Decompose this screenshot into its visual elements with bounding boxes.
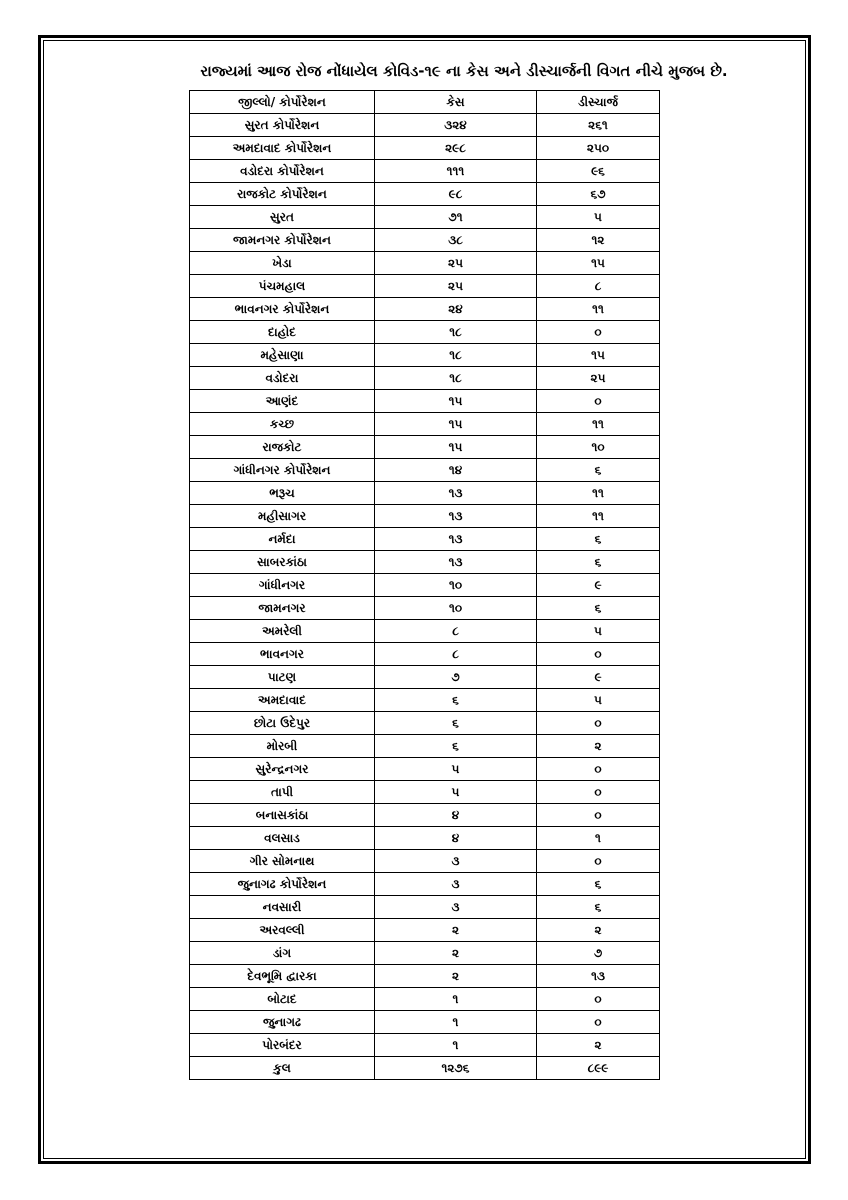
- table-row: [190, 597, 660, 620]
- cell-cases: ૧૮: [375, 344, 537, 367]
- cell-district: જામનગર કોર્પોરેશન: [190, 229, 375, 252]
- cell-discharge: ૦: [537, 850, 660, 873]
- cell-discharge: ૦: [537, 758, 660, 781]
- table-row: [190, 137, 660, 160]
- cell-district: મહેસાણા: [190, 344, 375, 367]
- total-label: કુલ: [190, 1057, 375, 1080]
- table-row: [190, 229, 660, 252]
- table-row: [190, 321, 660, 344]
- cell-discharge: ૦: [537, 1011, 660, 1034]
- cell-cases: ૧૮: [375, 321, 537, 344]
- cell-discharge: ૬: [537, 597, 660, 620]
- cell-cases: ૧૮: [375, 367, 537, 390]
- table-row: [190, 827, 660, 850]
- cell-cases: ૧૫: [375, 390, 537, 413]
- cell-district: તાપી: [190, 781, 375, 804]
- cell-discharge: ૨૫: [537, 367, 660, 390]
- table-row: [190, 735, 660, 758]
- table-row: [190, 666, 660, 689]
- cell-cases: ૮: [375, 643, 537, 666]
- cell-cases: ૧: [375, 1011, 537, 1034]
- table-row: [190, 298, 660, 321]
- cell-cases: ૧૦: [375, 597, 537, 620]
- cell-district: વડોદરા: [190, 367, 375, 390]
- cell-district: ભરૂચ: [190, 482, 375, 505]
- table-row: [190, 413, 660, 436]
- table-row: [190, 344, 660, 367]
- cell-discharge: ૨: [537, 1034, 660, 1057]
- cell-discharge: ૦: [537, 321, 660, 344]
- cell-district: વલસાડ: [190, 827, 375, 850]
- cell-district: ગાંધીનગર કોર્પોરેશન: [190, 459, 375, 482]
- table-row: [190, 689, 660, 712]
- cell-cases: ૧: [375, 1034, 537, 1057]
- cell-cases: ૨૪: [375, 298, 537, 321]
- cell-discharge: ૫: [537, 620, 660, 643]
- cell-discharge: ૧૧: [537, 482, 660, 505]
- table-row: [190, 781, 660, 804]
- total-discharge: ૮૯૯: [537, 1057, 660, 1080]
- table-total-row: [190, 1057, 660, 1080]
- table-row: [190, 252, 660, 275]
- cell-district: અમદાવાદ કોર્પોરેશન: [190, 137, 375, 160]
- header-district: જીલ્લો/ કોર્પોરેશન: [190, 91, 375, 114]
- cell-cases: ૨: [375, 919, 537, 942]
- cell-discharge: ૧૦: [537, 436, 660, 459]
- table-row: [190, 528, 660, 551]
- cell-district: અમરેલી: [190, 620, 375, 643]
- cell-discharge: ૭: [537, 942, 660, 965]
- cell-cases: ૮: [375, 620, 537, 643]
- cell-discharge: ૧૫: [537, 344, 660, 367]
- table-row: [190, 459, 660, 482]
- table-row: [190, 965, 660, 988]
- table-row: [190, 505, 660, 528]
- header-cases: કેસ: [375, 91, 537, 114]
- table-header-row: [190, 91, 660, 114]
- cell-cases: ૧૩: [375, 551, 537, 574]
- cell-cases: ૪: [375, 827, 537, 850]
- cell-discharge: ૦: [537, 988, 660, 1011]
- cell-cases: ૧૩: [375, 528, 537, 551]
- table-row: [190, 390, 660, 413]
- cell-discharge: ૨: [537, 735, 660, 758]
- cell-discharge: ૨૬૧: [537, 114, 660, 137]
- cell-discharge: ૬૭: [537, 183, 660, 206]
- cell-district: સુરત કોર્પોરેશન: [190, 114, 375, 137]
- cell-discharge: ૧૧: [537, 298, 660, 321]
- cell-district: અરવલ્લી: [190, 919, 375, 942]
- cell-cases: ૧૩: [375, 505, 537, 528]
- table-row: [190, 206, 660, 229]
- cell-discharge: ૦: [537, 781, 660, 804]
- cell-discharge: ૫: [537, 689, 660, 712]
- cell-cases: ૭૧: [375, 206, 537, 229]
- cell-cases: ૫: [375, 781, 537, 804]
- cell-cases: ૧૫: [375, 413, 537, 436]
- cell-discharge: ૦: [537, 390, 660, 413]
- cell-district: કચ્છ: [190, 413, 375, 436]
- cell-cases: ૭: [375, 666, 537, 689]
- table-row: [190, 1011, 660, 1034]
- cell-cases: ૧૫: [375, 436, 537, 459]
- cell-district: બનાસકાંઠા: [190, 804, 375, 827]
- cell-discharge: ૨૫૦: [537, 137, 660, 160]
- cell-discharge: ૬: [537, 873, 660, 896]
- cell-district: દાહોદ: [190, 321, 375, 344]
- cell-district: પાટણ: [190, 666, 375, 689]
- cell-cases: ૧૩: [375, 482, 537, 505]
- cell-district: ભાવનગર: [190, 643, 375, 666]
- cell-discharge: ૧: [537, 827, 660, 850]
- cell-district: આણંદ: [190, 390, 375, 413]
- cell-cases: ૨: [375, 965, 537, 988]
- cell-cases: ૬: [375, 735, 537, 758]
- cell-cases: ૨: [375, 942, 537, 965]
- cell-cases: ૧૧૧: [375, 160, 537, 183]
- cell-district: રાજકોટ કોર્પોરેશન: [190, 183, 375, 206]
- cell-cases: ૬: [375, 689, 537, 712]
- cell-discharge: ૧૫: [537, 252, 660, 275]
- cell-district: દેવભૂમિ દ્વારકા: [190, 965, 375, 988]
- cell-district: અમદાવાદ: [190, 689, 375, 712]
- cell-cases: ૬: [375, 712, 537, 735]
- cell-district: ગીર સોમનાથ: [190, 850, 375, 873]
- table-row: [190, 620, 660, 643]
- cell-cases: ૨૫: [375, 275, 537, 298]
- table-row: [190, 574, 660, 597]
- cell-discharge: ૦: [537, 712, 660, 735]
- cell-district: બોટાદ: [190, 988, 375, 1011]
- cell-discharge: ૬: [537, 551, 660, 574]
- cell-cases: ૩: [375, 896, 537, 919]
- cell-district: છોટા ઉદેપુર: [190, 712, 375, 735]
- cell-district: પંચમહાલ: [190, 275, 375, 298]
- table-row: [190, 850, 660, 873]
- cell-district: મોરબી: [190, 735, 375, 758]
- cell-cases: ૩૨૪: [375, 114, 537, 137]
- table-row: [190, 482, 660, 505]
- cell-discharge: ૧૨: [537, 229, 660, 252]
- table-row: [190, 873, 660, 896]
- cell-cases: ૨૫: [375, 252, 537, 275]
- table-row: [190, 643, 660, 666]
- table-row: [190, 160, 660, 183]
- cell-cases: ૧૦: [375, 574, 537, 597]
- table-row: [190, 988, 660, 1011]
- cell-cases: ૩૮: [375, 229, 537, 252]
- cell-district: પોરબંદર: [190, 1034, 375, 1057]
- cell-discharge: ૦: [537, 804, 660, 827]
- cell-district: ભાવનગર કોર્પોરેશન: [190, 298, 375, 321]
- cell-cases: ૫: [375, 758, 537, 781]
- cell-cases: ૨૯૮: [375, 137, 537, 160]
- cell-discharge: ૬: [537, 528, 660, 551]
- cell-district: ગાંધીનગર: [190, 574, 375, 597]
- cell-cases: ૩: [375, 873, 537, 896]
- cell-discharge: ૫: [537, 206, 660, 229]
- cell-district: જુનાગઢ: [190, 1011, 375, 1034]
- cell-cases: ૪: [375, 804, 537, 827]
- table-row: [190, 114, 660, 137]
- cell-discharge: ૯૬: [537, 160, 660, 183]
- cell-district: સુરત: [190, 206, 375, 229]
- cell-cases: ૯૮: [375, 183, 537, 206]
- table-body: [190, 114, 660, 1057]
- page-title: રાજ્યમાં આજ રોજ નોંધાયેલ કોવિડ-૧૯ ના કેસ અને ડીસ્ચાર્જની વિગત નીચે મુજબ છે.: [200, 62, 728, 80]
- cell-district: સુરેન્દ્રનગર: [190, 758, 375, 781]
- cell-district: મહીસાગર: [190, 505, 375, 528]
- table-row: [190, 919, 660, 942]
- cell-district: ખેડા: [190, 252, 375, 275]
- cell-discharge: ૦: [537, 643, 660, 666]
- cell-cases: ૩: [375, 850, 537, 873]
- total-cases: ૧૨૭૬: [375, 1057, 537, 1080]
- cell-district: નર્મદા: [190, 528, 375, 551]
- cell-discharge: ૯: [537, 574, 660, 597]
- cell-district: ડાંગ: [190, 942, 375, 965]
- cell-district: સાબરકાંઠા: [190, 551, 375, 574]
- cell-discharge: ૮: [537, 275, 660, 298]
- header-discharge: ડીસ્ચાર્જ: [537, 91, 660, 114]
- cell-district: વડોદરા કોર્પોરેશન: [190, 160, 375, 183]
- cell-district: રાજકોટ: [190, 436, 375, 459]
- cell-discharge: ૬: [537, 459, 660, 482]
- cell-cases: ૧: [375, 988, 537, 1011]
- table-row: [190, 367, 660, 390]
- table-row: [190, 551, 660, 574]
- table-row: [190, 1034, 660, 1057]
- cell-district: નવસારી: [190, 896, 375, 919]
- table-row: [190, 804, 660, 827]
- cell-cases: ૧૪: [375, 459, 537, 482]
- table-row: [190, 436, 660, 459]
- table-row: [190, 275, 660, 298]
- cell-discharge: ૧૧: [537, 505, 660, 528]
- table-row: [190, 758, 660, 781]
- table-row: [190, 712, 660, 735]
- cell-discharge: ૯: [537, 666, 660, 689]
- table-row: [190, 183, 660, 206]
- table-row: [190, 896, 660, 919]
- covid-cases-table: [189, 90, 660, 1080]
- cell-discharge: ૬: [537, 896, 660, 919]
- cell-district: જામનગર: [190, 597, 375, 620]
- cell-district: જુનાગઢ કોર્પોરેશન: [190, 873, 375, 896]
- cell-discharge: ૨: [537, 919, 660, 942]
- cell-discharge: ૧૩: [537, 965, 660, 988]
- table-row: [190, 942, 660, 965]
- cell-discharge: ૧૧: [537, 413, 660, 436]
